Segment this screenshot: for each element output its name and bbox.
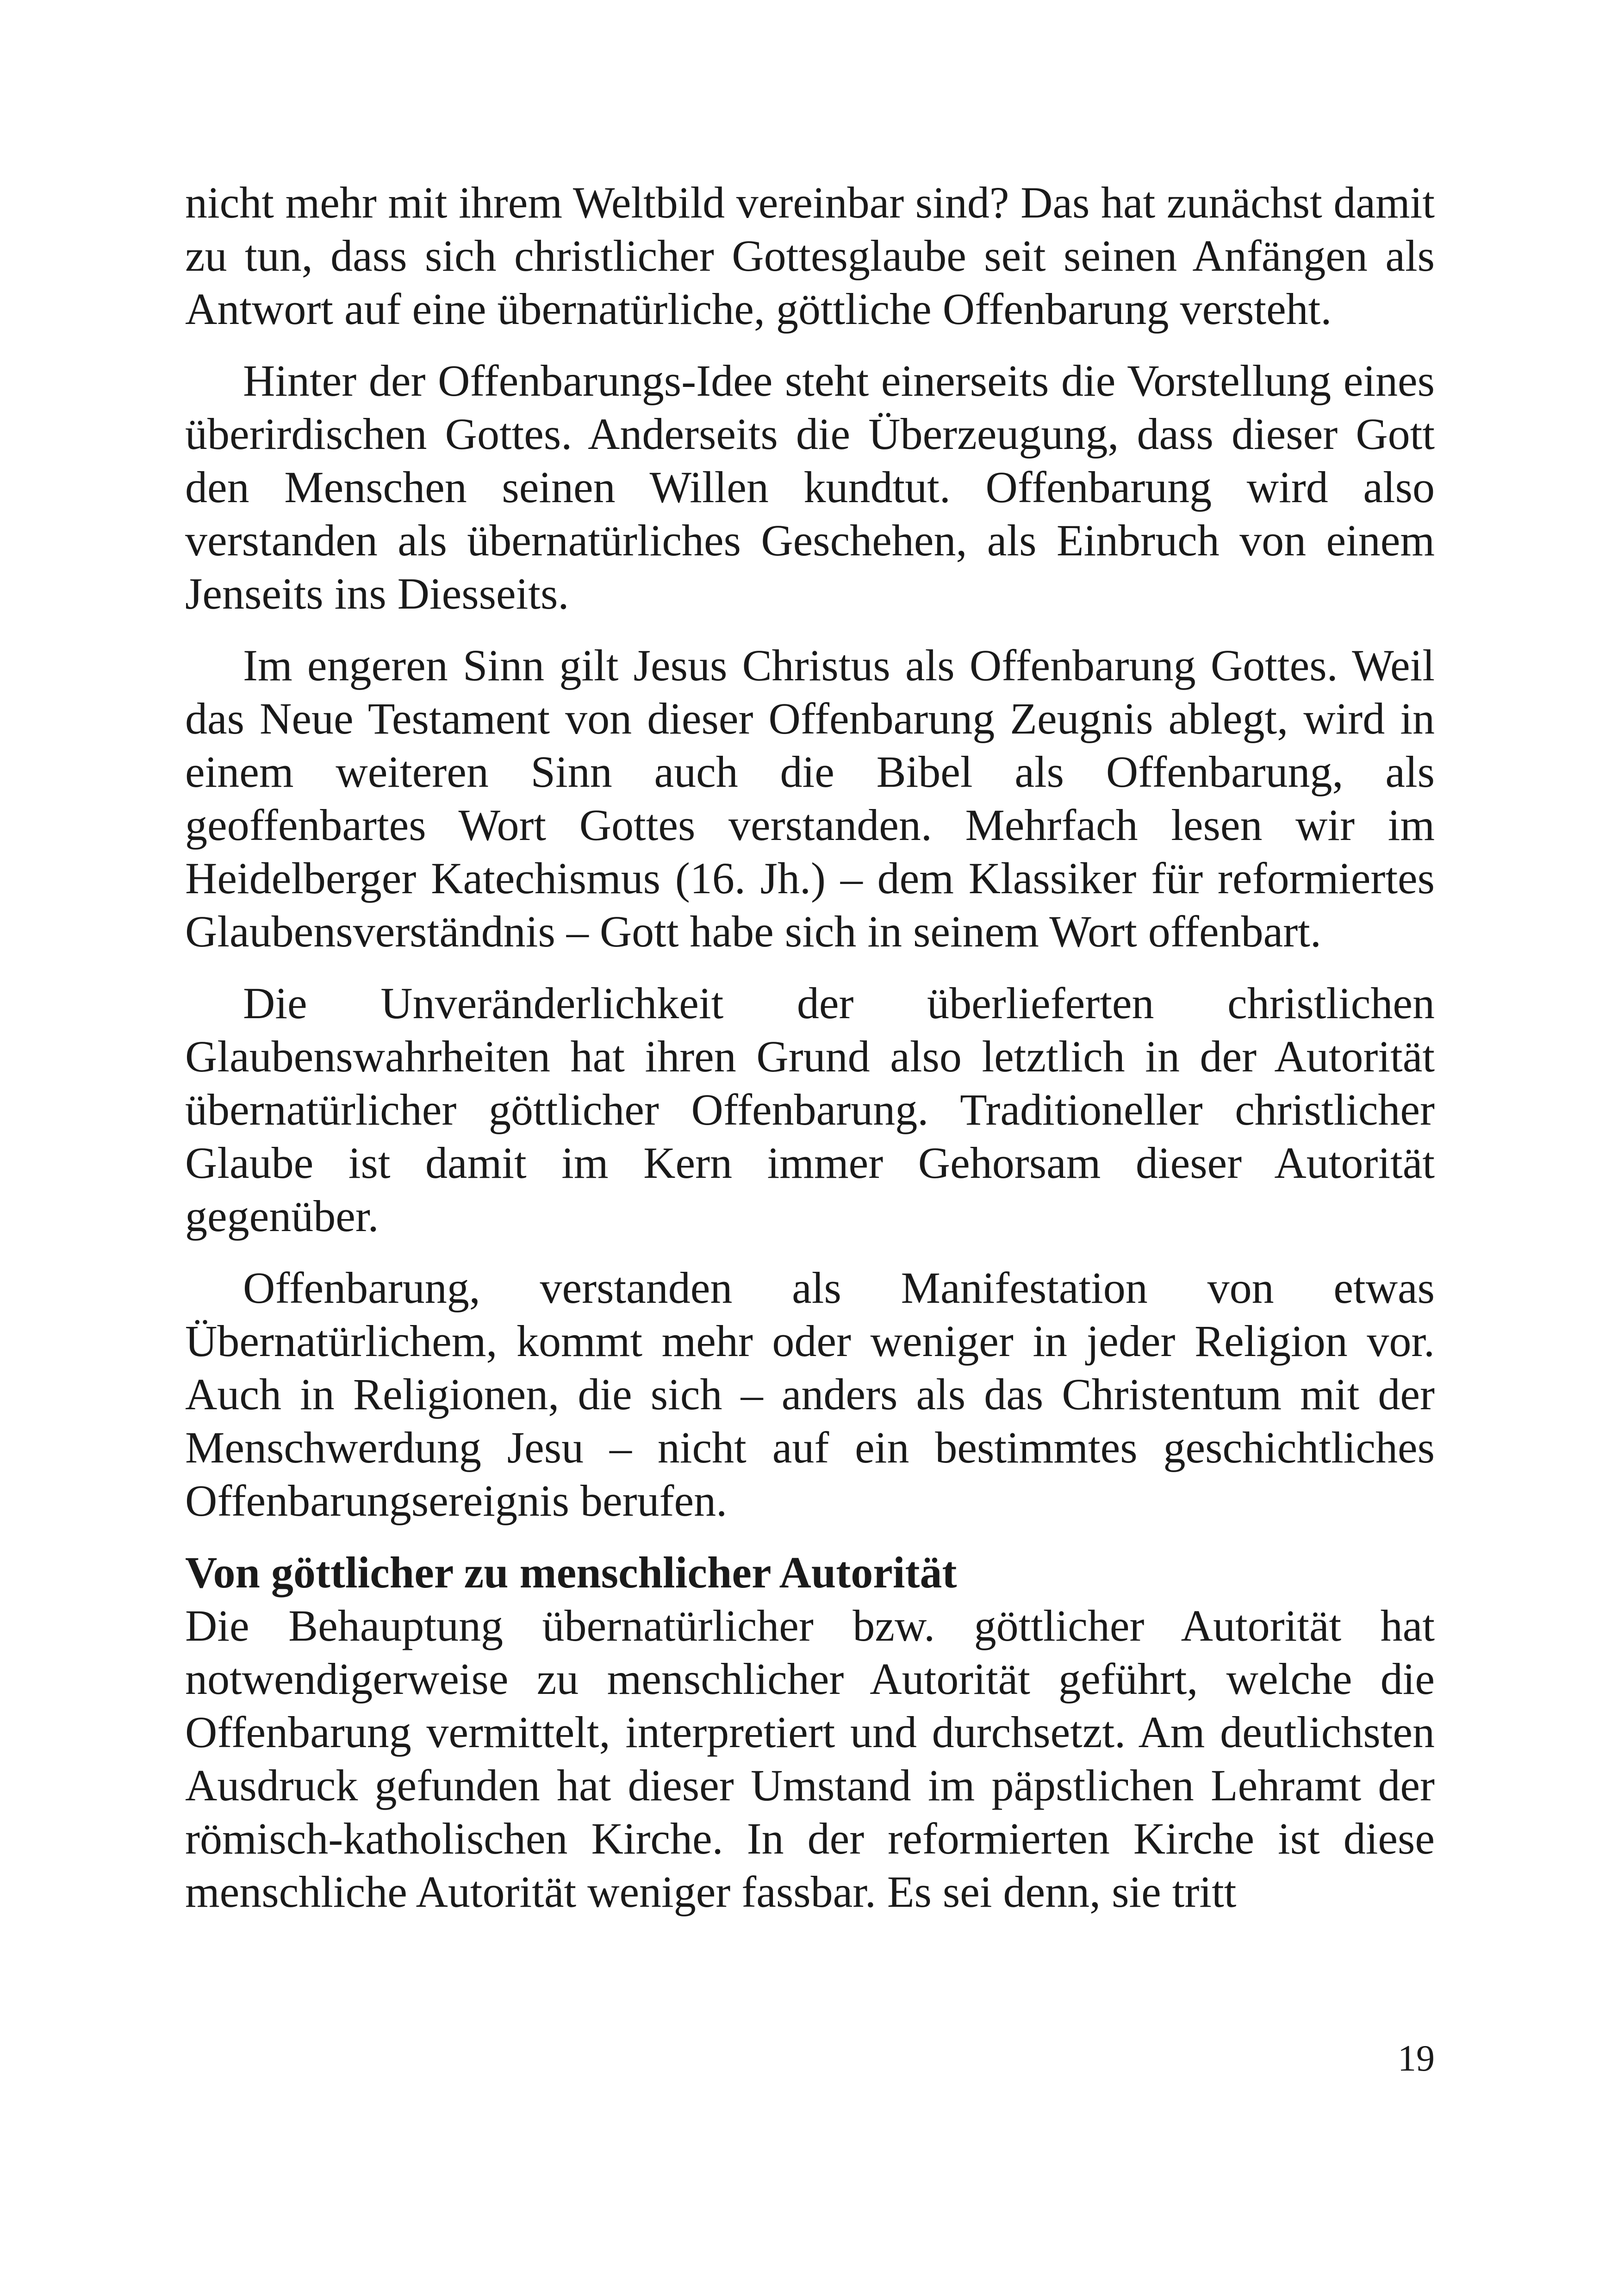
- body-text: [185, 176, 1435, 1918]
- paragraph: Offenbarung, verstanden als Manifestation von etwas Übernatürlichem, kommt mehr oder weniger in jeder Religion vor. Auch in Religionen, die sich – anders als das Christentum mit der Menschwerdung Jesu – nicht auf ein bestimmtes geschichtliches Offenbarungsereignis berufen.: [185, 1263, 1435, 1525]
- paragraph: Die Behauptung übernatürlicher bzw. göttlicher Autorität hat notwendigerweise zu menschlicher Autorität geführt, welche die Offenbarung vermittelt, interpretiert und durchsetzt. Am deutlichsten Ausdruck gefunden hat dieser Umstand im päpstlichen Lehramt der römisch-katholischen Kirche. In der reformierten Kirche ist diese menschliche Autorität weniger fassbar. Es sei denn, sie tritt: [185, 1601, 1435, 1916]
- paragraph: nicht mehr mit ihrem Weltbild vereinbar sind? Das hat zunächst damit zu tun, dass sich christlicher Gottesglaube seit seinen Anfängen als Antwort auf eine übernatürliche, göttliche Offenbarung versteht.: [185, 178, 1435, 334]
- paragraph: Im engeren Sinn gilt Jesus Christus als Offenbarung Gottes. Weil das Neue Testament von dieser Offenbarung Zeugnis ablegt, wird in einem weiteren Sinn auch die Bibel als Offenbarung, als geoffenbartes Wort Gottes verstanden. Mehrfach lesen wir im Heidelberger Katechismus (16. Jh.) – dem Klassiker für reformiertes Glaubensverständnis – Gott habe sich in seinem Wort offenbart.: [185, 641, 1435, 956]
- section-heading: Von göttlicher zu menschlicher Autorität: [185, 1548, 957, 1597]
- paragraph: Die Unveränderlichkeit der überlieferten christlichen Glaubenswahrheiten hat ihren Grund also letztlich in der Autorität übernatürlicher göttlicher Offenbarung. Traditioneller christlicher Glaube ist damit im Kern immer Gehorsam dieser Autorität gegenüber.: [185, 978, 1435, 1241]
- paragraph: Hinter der Offenbarungs-Idee steht einerseits die Vorstellung eines überirdischen Gottes. Anderseits die Überzeugung, dass dieser Gott den Menschen seinen Willen kundtut. Offenbarung wird also verstanden als übernatürliches Geschehen, als Einbruch von einem Jenseits ins Diesseits.: [185, 356, 1435, 618]
- page-number: 19: [1398, 2038, 1435, 2079]
